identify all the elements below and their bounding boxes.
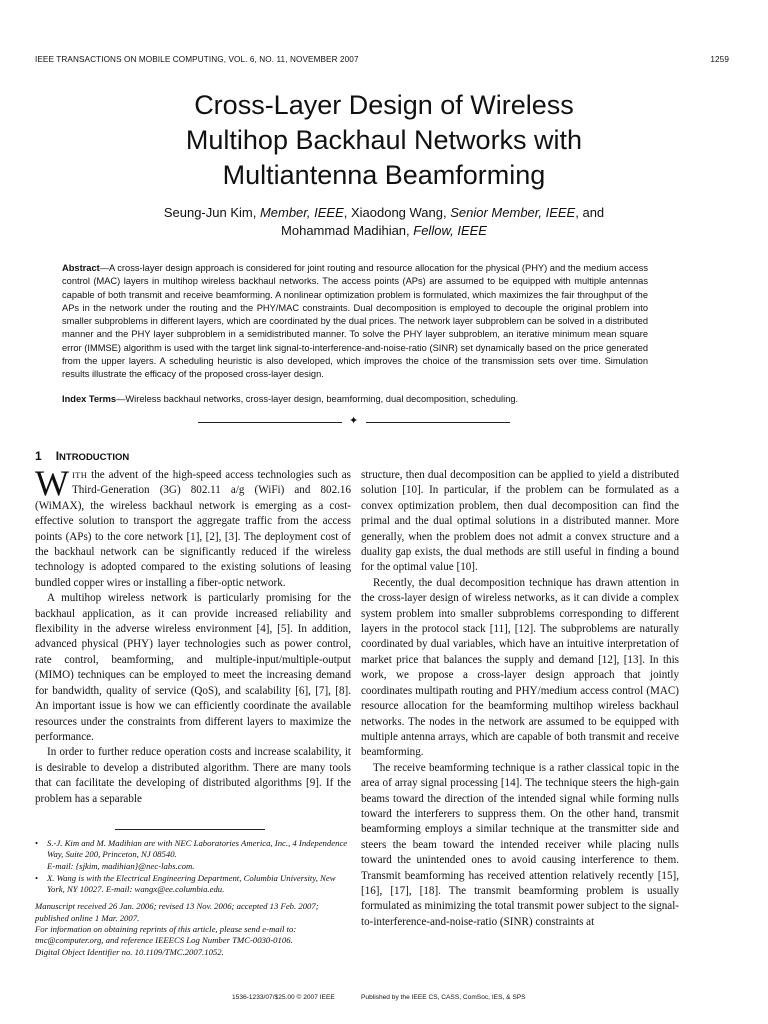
right-paragraph-2: Recently, the dual decomposition technique has drawn attention in the cross-layer design of wireless networks, as it can divide a complex system problem into smaller subproblems corresponding to different layers in the protocol stack [11], [12]. The subproblems are naturally coordinated by dual variables, which have an intuitive interpretation of market price that balances the supply and demand [12], [13]. In this work, we propose a cross-layer design approach that jointly coordinates multipath routing and PHY/medium access control (MAC) resource allocation for the beamforming multihop wireless backhaul networks. The nodes in the network are assumed to be equipped with multiple antenna arrays, which are capable of both transmit and receive beamforming. bbox=[361, 576, 679, 759]
footnote-1-email: E-mail: {sjkim, madihian}@nec-labs.com. bbox=[47, 860, 195, 871]
reprint-info: For information on obtaining reprints of this article, please send e-mail to: tmc@computer.org, and reference IEEECS Log Number TMC-0030-0106. bbox=[35, 924, 297, 946]
page-number: 1259 bbox=[710, 55, 729, 64]
footnote-rule bbox=[115, 829, 265, 830]
right-paragraph-3: The receive beamforming technique is a rather classical topic in the area of array signal processing [14]. The technique steers the high-gain beams toward the direction of the intended signal while forming nulls toward the interferers to suppress them. On the other hand, transmit beamforming employs a similar technique at the transmitter side and steers the beam toward the intended receiver while placing nulls toward the unintended ones to avoid causing interference to them. Transmit beamforming has received attention relatively recently [15], [16], [17], [18]. The transmit beamforming problem is usually formulated as minimizing the total transmit power subject to the signal-to-interference-and-noise-ratio (SINR) constraints at bbox=[361, 761, 679, 928]
author-1-role: Member, IEEE bbox=[259, 205, 344, 220]
right-paragraph-1: structure, then dual decomposition can be applied to yield a distributed solution [10]. In particular, if the problem can be formulated as a convex optimization problem, then dual decomposition can find the primal and the dual optimal solutions in a distributed manner. More generally, when the problem does not admit a convex structure and a duality gap exists, the dual methods are still useful in finding a bound for the optimal value [10]. bbox=[361, 469, 679, 574]
footer-publisher: Published by the IEEE CS, CASS, ComSoc, IES, & SPS bbox=[361, 994, 526, 1001]
divider-line-right bbox=[366, 422, 510, 423]
section-title-rest: NTRODUCTION bbox=[59, 452, 130, 463]
section-title-initial: I bbox=[55, 449, 60, 463]
intro-paragraph-1-text: the advent of the high-speed access technologies such as Third-Generation (3G) 802.11 a/g (WiFi) and 802.16 (WiMAX), the wireless backhaul network is emerging as a cost-effective solution to transport the aggregate traffic from the access points (APs) to the core network [1], [2], [3]. The deployment cost of the backhaul network can be significantly reduced if the wireless technology is adopted compared to the existing solutions of leasing bundled copper wires or installing a fiber-optic network. bbox=[35, 469, 351, 589]
abstract bbox=[62, 262, 648, 382]
diamond-icon: ✦ bbox=[349, 415, 359, 427]
bullet-icon: • bbox=[35, 872, 39, 883]
intro-paragraph-2: A multihop wireless network is particularly promising for the backhaul application, as it can provide increased reliability and flexibility in the adverse wireless environment [4], [5]. In addition, advanced physical (PHY) layer technologies such as power control, rate control, beamforming, and multiple-input/multiple-output (MIMO) techniques can be employed to meet the increasing demand for bandwidth, quality of service (QoS), and scalability [6], [7], [8]. An important issue is how we can efficiently coordinate the available resources under the constraints from different layers to maximize the performance. bbox=[35, 592, 351, 743]
footer-copyright: 1536-1233/07/$25.00 © 2007 IEEE bbox=[232, 994, 335, 1001]
index-terms-text: —Wireless backhaul networks, cross-layer design, beamforming, dual decomposition, scheduling. bbox=[116, 394, 519, 404]
doi: Digital Object Identifier no. 10.1109/TMC.2007.1052. bbox=[35, 946, 224, 957]
footnote-affiliation-1 bbox=[35, 838, 351, 872]
title-line-2: Multihop Backhaul Networks with bbox=[185, 125, 583, 155]
section-heading bbox=[35, 449, 129, 463]
footnotes bbox=[35, 838, 351, 958]
footnote-2-text: X. Wang is with the Electrical Engineering Department, Columbia University, New York, NY 10027. E-mail: wangx@ee.columbia.edu. bbox=[47, 872, 336, 895]
left-column bbox=[35, 463, 351, 807]
author-2-name: , Xiaodong Wang, bbox=[343, 205, 451, 220]
intro-smallcaps: ITH bbox=[71, 470, 88, 480]
author-1-name: Seung-Jun Kim, bbox=[163, 205, 260, 220]
title-line-3: Multiantenna Beamforming bbox=[222, 160, 546, 190]
index-terms-label: Index Terms bbox=[62, 394, 117, 404]
running-header bbox=[35, 55, 729, 64]
divider-line-left bbox=[198, 422, 342, 423]
author-3-name: Mohammad Madihian, bbox=[281, 223, 414, 238]
abstract-label: Abstract bbox=[62, 263, 100, 273]
footnote-1-text: S.-J. Kim and M. Madihian are with NEC Laboratories America, Inc., 4 Independence Way, Suite 200, Princeton, NJ 08540. bbox=[47, 838, 348, 860]
abstract-text: —A cross-layer design approach is considered for joint routing and resource allocation for the physical (PHY) and the medium access control (MAC) layers in multihop wireless backhaul networks. The access points (APs) are assumed to be equipped with multiple antennas capable of both transmit and receive beamforming. A nonlinear optimization problem is formulated, which maximizes the fair throughput of the APs in the network under the routing and the PHY/MAC constraints. Dual decomposition is employed to decouple the original problem into smaller subproblems in different layers, which are coordinated by the dual prices. The network layer subproblem can be solved in a distributed manner and the PHY layer subproblem in a semidistributed manner. To solve the PHY layer subproblem, an iterative minimum mean square error (IMMSE) algorithm is used with the target link signal-to-interference-and-noise-ratio (SINR) set dynamically based on the price generated from the upper layers. A scheduling heuristic is also developed, which improves the choice of the transmission sets over time. Simulation results illustrate the efficacy of the proposed cross-layer design. bbox=[62, 263, 648, 380]
intro-paragraph-1 bbox=[35, 463, 351, 591]
section-divider bbox=[198, 415, 510, 429]
index-terms bbox=[62, 393, 648, 406]
author-sep: , and bbox=[575, 205, 605, 220]
author-list bbox=[60, 204, 708, 240]
drop-cap: W bbox=[35, 463, 69, 503]
bullet-icon: • bbox=[35, 838, 39, 848]
author-2-role: Senior Member, IEEE bbox=[450, 205, 576, 220]
section-number: 1 bbox=[35, 449, 42, 463]
manuscript-dates: Manuscript received 26 Jan. 2006; revised 13 Nov. 2006; accepted 13 Feb. 2007; published online 1 Mar. 2007. bbox=[35, 901, 319, 923]
journal-info: IEEE TRANSACTIONS ON MOBILE COMPUTING, VOL. 6, NO. 11, NOVEMBER 2007 bbox=[35, 55, 359, 64]
title-line-1: Cross-Layer Design of Wireless bbox=[194, 90, 574, 120]
right-column bbox=[361, 468, 679, 930]
paper-title bbox=[60, 88, 708, 193]
author-3-role: Fellow, IEEE bbox=[413, 223, 487, 238]
footnote-affiliation-2 bbox=[35, 873, 351, 896]
intro-paragraph-3: In order to further reduce operation costs and increase scalability, it is desirable to develop a distributed algorithm. There are many tools that can facilitate the developing of distributed algorithms [9]. If the problem has a separable bbox=[35, 746, 351, 805]
